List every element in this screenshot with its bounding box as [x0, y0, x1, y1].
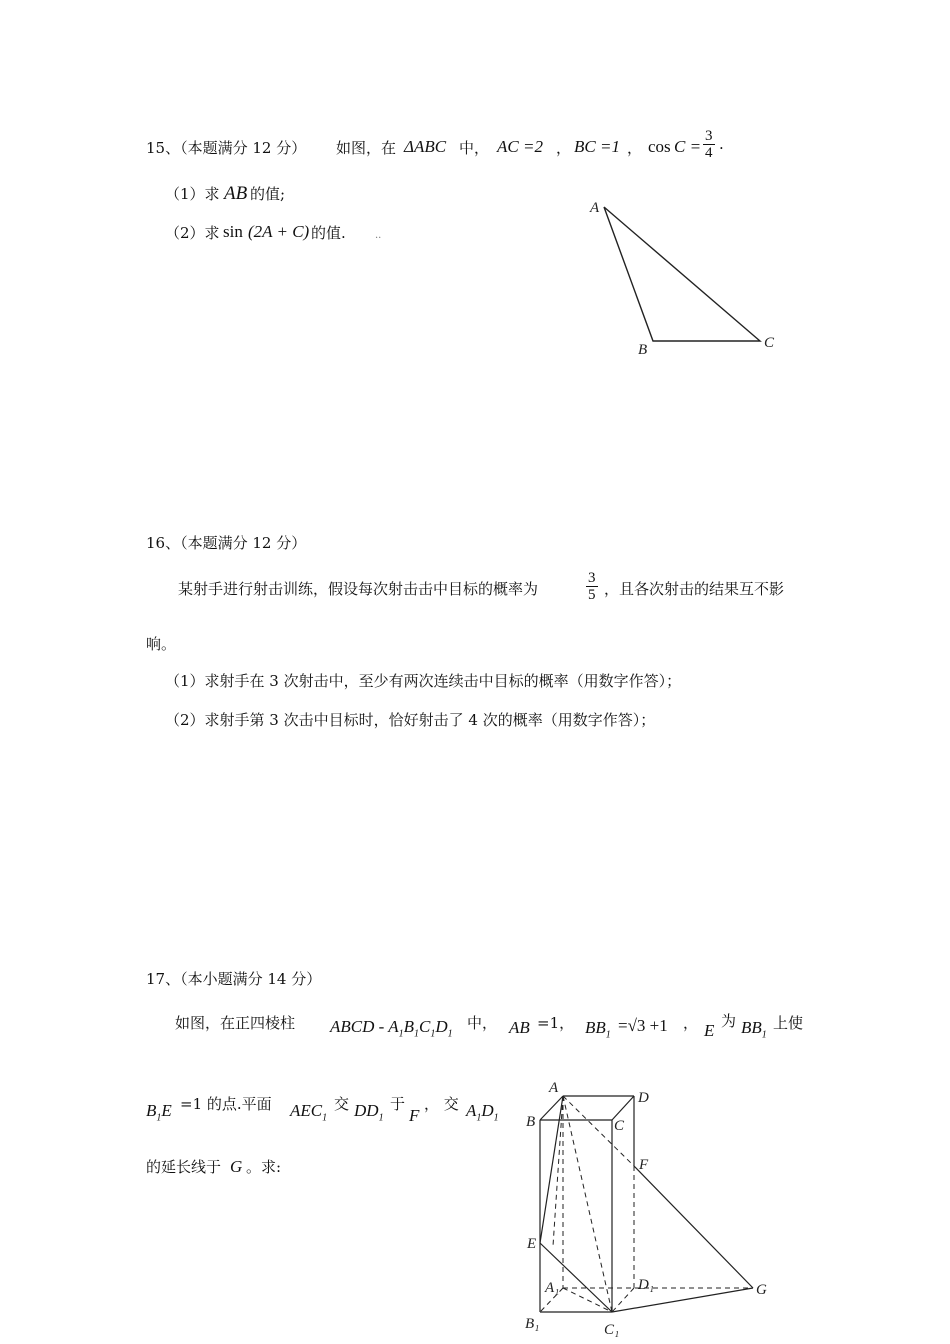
q17-bb2-text: BB	[741, 1018, 762, 1037]
q17-jiao: 交	[334, 1095, 350, 1113]
q15-bc: BC =1	[574, 137, 620, 156]
q17-a1d1-a: A	[466, 1101, 477, 1120]
q15-fraction	[703, 128, 715, 161]
q15-frac-num: 3	[705, 128, 713, 144]
q17-g: G	[230, 1157, 243, 1176]
q17-bb-sub: 1	[605, 1029, 611, 1041]
fig17-label-e: E	[527, 1236, 537, 1252]
q17-prism	[330, 1017, 453, 1044]
figure-label-c: C	[764, 335, 775, 351]
q17-b1e-e: E	[161, 1101, 172, 1120]
q17-line2-mid: =1 的点.平面	[180, 1095, 272, 1113]
q15-ac: AC =2	[497, 137, 543, 156]
q17-aec	[290, 1101, 327, 1128]
q15-frac-den: 4	[705, 145, 713, 161]
q17-bb-comma: ，	[683, 1014, 699, 1032]
q16-part1: （1）求射手在 3 次射击中，至少有两次连续击中目标的概率（用数字作答）；	[165, 672, 682, 690]
q17-prism-c: C	[419, 1017, 431, 1036]
q15-comma1: ，	[556, 139, 572, 157]
q17-sub-c: 1	[430, 1028, 436, 1040]
q17-prism-figure	[515, 1078, 785, 1344]
q17-bb-text: BB	[585, 1018, 606, 1037]
figure-label-b: B	[638, 342, 648, 358]
q15-cos-var: C =	[674, 137, 702, 156]
q17-a1d1-d: D	[481, 1101, 494, 1120]
q17-e: E	[704, 1021, 715, 1040]
q15-part2-prefix: （2）求	[165, 224, 220, 242]
q17-ab: AB	[509, 1018, 530, 1037]
q17-sub-d: 1	[447, 1028, 453, 1040]
fig17-label-b1: B₁	[525, 1316, 540, 1332]
q17-prism-d: D	[435, 1017, 448, 1036]
q17-a1d1-sub-d: 1	[493, 1112, 499, 1124]
q15-number: 15、（本题满分 12 分）	[146, 139, 307, 157]
q17-yu: 于	[390, 1095, 406, 1113]
q17-a1d1-sub-a: 1	[476, 1112, 482, 1124]
edge-e-c1	[540, 1243, 612, 1312]
q16-text-post: ，且各次射击的结果互不影	[604, 580, 785, 598]
q16-frac-den: 5	[588, 587, 596, 603]
q15-triangle-figure	[580, 195, 800, 365]
q15-triangle: ΔABC	[404, 137, 447, 156]
fig17-label-a1: A₁	[545, 1280, 560, 1296]
q15-intro: 如图，在	[336, 139, 397, 157]
hidden-a1-c1	[563, 1288, 612, 1312]
q17-b1e-sub: 1	[156, 1112, 162, 1124]
q17-dd-sub: 1	[378, 1112, 384, 1124]
q17-b1e	[146, 1101, 172, 1128]
q15-part2-dots: ..	[375, 230, 382, 241]
figure-label-a: A	[590, 200, 600, 216]
q17-shang: 上使	[773, 1014, 804, 1032]
q17-wei: 为	[721, 1012, 737, 1030]
q17-sub-a: 1	[398, 1028, 404, 1040]
q17-prism-b: B	[403, 1017, 415, 1036]
q15-part1-suffix: 的值;	[250, 185, 286, 203]
hidden-a-c1	[563, 1096, 612, 1312]
q16-frac-num: 3	[588, 570, 596, 586]
q17-sub-b: 1	[414, 1028, 420, 1040]
q17-intro: 如图，在正四棱柱	[175, 1014, 296, 1032]
q15-part2-sin: sin	[223, 222, 243, 241]
fig17-label-c: C	[614, 1118, 625, 1134]
q16-fraction	[586, 570, 598, 603]
q17-dd	[354, 1101, 384, 1128]
q17-ab-val: =1，	[537, 1014, 575, 1032]
q17-bb2	[741, 1018, 767, 1045]
q17-zhong: 中，	[467, 1014, 498, 1032]
q17-a1d1	[466, 1101, 499, 1128]
triangle-abc	[604, 207, 760, 341]
q16-text-wrap: 响。	[146, 635, 177, 653]
q15-zhong: 中，	[459, 139, 490, 157]
q15-part2-suffix: 的值.	[311, 224, 346, 242]
edge-f-g	[634, 1166, 753, 1288]
q17-bb-val: =√3 +1	[618, 1016, 668, 1035]
fig17-label-a: A	[549, 1080, 559, 1096]
q16-text-pre: 某射手进行射击训练，假设每次射击击中目标的概率为	[178, 580, 539, 598]
q17-b1e-b: B	[146, 1101, 157, 1120]
edge-c1-g	[612, 1288, 753, 1312]
hidden-a-e	[553, 1096, 563, 1246]
fig17-label-b: B	[526, 1114, 536, 1130]
q15-part2-expr: (2A + C)	[248, 222, 310, 241]
fig17-label-c1: C₁	[604, 1322, 620, 1338]
q17-bb2-sub: 1	[761, 1029, 767, 1041]
q17-aec-sub: 1	[322, 1112, 328, 1124]
fig17-label-d: D	[638, 1090, 649, 1106]
q15-part1-var: AB	[224, 183, 248, 204]
q15-part1-prefix: （1）求	[165, 185, 220, 203]
q17-prism-a: ABCD - A	[330, 1017, 399, 1036]
fig17-label-g: G	[756, 1282, 767, 1298]
q17-line3-end: 。求:	[246, 1158, 282, 1176]
fig17-label-f: F	[639, 1157, 649, 1173]
q15-end: ·	[719, 139, 724, 157]
q17-number: 17、（本小题满分 14 分）	[146, 970, 322, 988]
q16-number: 16、（本题满分 12 分）	[146, 534, 307, 552]
q15-cos-label: cos	[648, 137, 671, 156]
edge-d-c	[612, 1096, 634, 1120]
edge-e-a	[540, 1096, 563, 1243]
q17-bb	[585, 1018, 611, 1045]
q16-part2: （2）求射手第 3 次击中目标时，恰好射击了 4 次的概率（用数字作答）；	[165, 711, 656, 729]
q15-comma2: ，	[627, 139, 643, 157]
q17-dd-text: DD	[354, 1101, 379, 1120]
q17-jiao2: ， 交	[424, 1095, 459, 1113]
q17-line3: 的延长线于	[146, 1158, 222, 1176]
q17-f: F	[409, 1106, 420, 1125]
q17-aec-text: AEC	[290, 1101, 323, 1120]
fig17-label-d1: D₁	[638, 1277, 655, 1293]
